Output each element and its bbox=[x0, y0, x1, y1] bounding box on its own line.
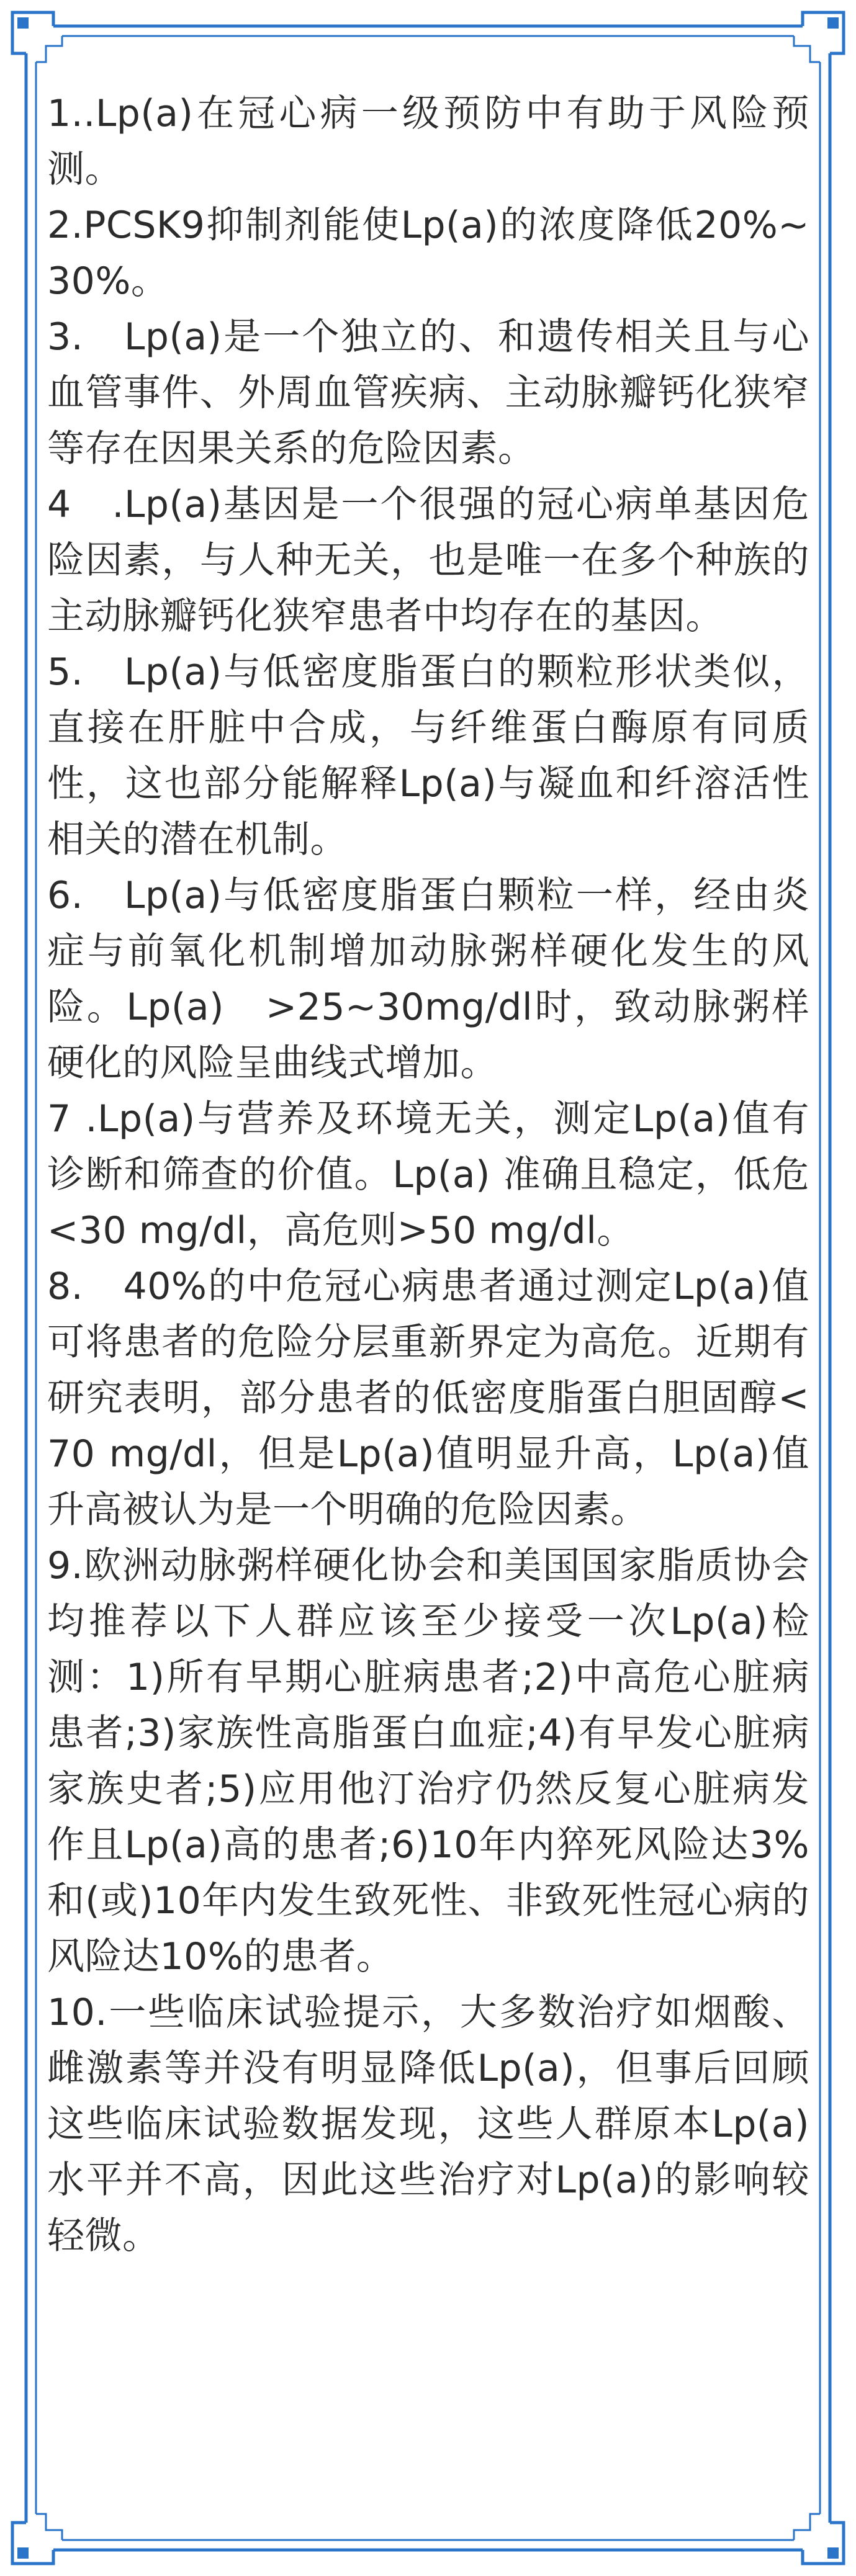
list-item: 7 .Lp(a)与营养及环境无关，测定Lp(a)值有诊断和筛查的价值。Lp(a) 准确且稳定，低危<30 mg/dl，高危则>50 mg/dl。 bbox=[47, 1097, 809, 1252]
list-item: 4 .Lp(a)基因是一个很强的冠心病单基因危险因素，与人种无关，也是唯一在多个种族的主动脉瓣钙化狭窄患者中均存在的基因。 bbox=[47, 483, 809, 638]
article-body bbox=[47, 86, 809, 2264]
list-item: 2.PCSK9抑制剂能使Lp(a)的浓度降低20%~30%。 bbox=[47, 204, 809, 303]
list-item: 9.欧洲动脉粥样硬化协会和美国国家脂质协会均推荐以下人群应该至少接受一次Lp(a)检测：1)所有早期心脏病患者;2)中高危心脏病患者;3)家族性高脂蛋白血症;4)有早发心脏病家族史者;5)应用他汀治疗仍然反复心脏病发作且Lp(a)高的患者;6)10年内猝死风险达3%和(或)10年内发生致死性、非致死性冠心病的风险达10%的患者。 bbox=[47, 1544, 809, 1978]
list-item: 8. 40%的中危冠心病患者通过测定Lp(a)值可将患者的危险分层重新界定为高危。近期有研究表明，部分患者的低密度脂蛋白胆固醇<70 mg/dl，但是Lp(a)值明显升高，Lp(a)值升高被认为是一个明确的危险因素。 bbox=[47, 1265, 809, 1532]
list-item: 6. Lp(a)与低密度脂蛋白颗粒一样，经由炎症与前氧化机制增加动脉粥样硬化发生的风险。Lp(a) >25~30mg/dl时，致动脉粥样硬化的风险呈曲线式增加。 bbox=[47, 874, 809, 1085]
list-item: 1..Lp(a)在冠心病一级预防中有助于风险预测。 bbox=[47, 92, 809, 191]
list-item: 3. Lp(a)是一个独立的、和遗传相关且与心血管事件、外周血管疾病、主动脉瓣钙化狭窄等存在因果关系的危险因素。 bbox=[47, 315, 809, 470]
list-item: 5. Lp(a)与低密度脂蛋白的颗粒形状类似，直接在肝脏中合成，与纤维蛋白酶原有同质性，这也部分能解释Lp(a)与凝血和纤溶活性相关的潜在机制。 bbox=[47, 650, 809, 861]
list-item: 10.一些临床试验提示，大多数治疗如烟酸、雌激素等并没有明显降低Lp(a)，但事后回顾这些临床试验数据发现，这些人群原本Lp(a)水平并不高，因此这些治疗对Lp(a)的影响较轻微。 bbox=[47, 1991, 809, 2258]
